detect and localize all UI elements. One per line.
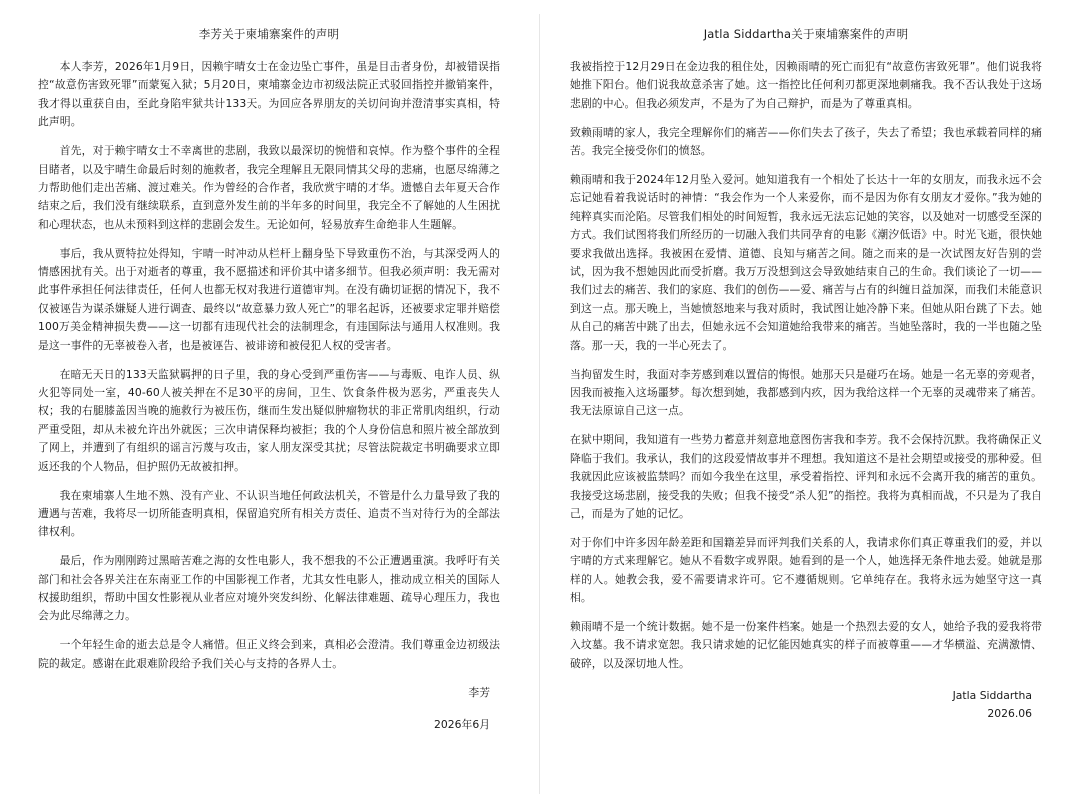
right-statement-title: Jatla Siddartha关于柬埔寨案件的声明 [703, 27, 909, 41]
left-statement-body [38, 58, 500, 673]
right-paragraph: 对于你们中许多因年龄差距和国籍差异而评判我们关系的人，我请求你们真正尊重我们的爱，并以宇晴的方式来理解它。她从不看数字或界限。她看到的是一个人，她选择无条件地去爱。她就是那样的人。她教会我，爱不需要请求许可。它不遵循规则。它单纯存在。我将永远为她坚守这一真相。 [570, 535, 1042, 605]
left-paragraph: 首先，对于赖宇晴女士不幸离世的悲剧，我致以最深切的惋惜和哀悼。作为整个事件的全程目睹者，以及宇晴生命最后时刻的施救者，我完全理解且无限同情其父母的悲痛，也愿尽绵薄之力帮助他们走出苦痛、渡过难关。作为曾经的合作者，我欣赏宇晴的才华。遗憾自去年夏天合作结束之后，我们没有继续联系，直到意外发生前的半年多的时间里，我完全不了解她的人生困扰和心理状态，也从未预料到这样的悲剧会发生。无论如何，轻易放弃生命绝非人生题解。 [38, 144, 500, 231]
right-paragraph: 赖雨晴不是一个统计数据。她不是一份案件档案。她是一个热烈去爱的女人，她给予我的爱我将带入坟墓。我不请求宽恕。我只请求她的记忆能因她真实的样子而被尊重——才华横溢、充满激情、破碎，以及深切地人性。 [570, 619, 1042, 670]
right-statement-page [540, 0, 1080, 810]
left-paragraph: 在暗无天日的133天监狱羁押的日子里，我的身心受到严重伤害——与毒贩、电诈人员、纵火犯等同处一室，40-60人被关押在不足30平的房间，卫生、饮食条件极为恶劣，严重丧失人权；我的右腿膝盖因当晚的施救行为被压伤，继而生发出疑似肿瘤物状的非正常肌肉组织，行动严重受阻，却从未被允许出外就医；三次申请保释均被拒；我的个人身份信息和照片被全部放到了网上，并遭到了有组织的谣言污蔑与攻击，家人朋友深受其扰；尽管法院裁定书明确要求立即返还我的个人物品，但护照仍无故被扣押。 [38, 367, 500, 473]
left-signature: 李芳 [468, 685, 490, 699]
right-statement-body [570, 58, 1042, 673]
left-statement-title: 李芳关于柬埔寨案件的声明 [198, 27, 340, 41]
left-paragraph: 最后，作为刚刚跨过黑暗苦难之海的女性电影人，我不想我的不公正遭遇重演。我呼吁有关部门和社会各界关注在东南亚工作的中国影视工作者，尤其女性电影人，推动成立相关的国际人权援助组织，帮助中国女性影视从业者应对境外突发纠纷、化解法律难题、疏导心理压力，我也会为此尽绵薄之力。 [38, 554, 500, 623]
right-paragraph: 赖雨晴和我于2024年12月坠入爱河。她知道我有一个相处了长达十一年的女朋友，而我永远不会忘记她看着我说话时的神情：“我会作为一个人来爱你，而不是因为你有女朋友才爱你。”我为她的纯粹真实而沦陷。尽管我们相处的时间短暂，我永远无法忘记她的笑容，以及她对一切感受至深的方式。我们试图将我们所经历的一切融入我们共同孕育的电影《潮汐低语》中。时光飞逝，很快她要求我做出选择。我被困在爱情、道德、良知与痛苦之间。随之而来的是一次试图友好告别的尝试，因为我不想她因此而受折磨。我万万没想到这会导致她结束自己的生命。我们谈论了一切——我们过去的痛苦、我们的家庭、我们的创伤——爱、痛苦与占有的纠缠日益加深，而我们未能意识到这一点。那天晚上，当她愤怒地来与我对质时，我试图让她冷静下来。但她从阳台跳了下去。她从自己的痛苦中跳了出去，但她永远不会知道她给我带来的痛苦。当她坠落时，我的一半也随之坠落。那一天，我的一半心死去了。 [570, 173, 1042, 352]
right-signature: Jatla Siddartha [952, 689, 1032, 703]
right-paragraph: 在狱中期间，我知道有一些势力蓄意并刻意地意图伤害我和李芳。我不会保持沉默。我将确保正义降临于我们。我承认，我们的这段爱情故事并不理想。我知道这不是社会期望或接受的那种爱。但我就因此应该被监禁吗？而如今我坐在这里，承受着指控、评判和永远不会离开我的痛苦的重负。我接受这场悲剧，接受我的失败；但我不接受“杀人犯”的指控。我将为真相而战，不只是为了我自己，而是为了她的记忆。 [570, 433, 1042, 520]
right-paragraph: 致赖雨晴的家人，我完全理解你们的痛苦——你们失去了孩子，失去了希望；我也承载着同样的痛苦。我完全接受你们的愤怒。 [570, 125, 1042, 158]
left-paragraph: 本人李芳，2026年1月9日，因赖宇晴女士在金边坠亡事件，虽是目击者身份，却被错误指控“故意伤害致死罪”而蒙冤入狱；5月20日，柬埔寨金边市初级法院正式驳回指控并撤销案件，我才得以重获自由，至此身陷牢狱共计133天。为回应各界朋友的关切问询并澄清事实真相，特此声明。 [38, 60, 500, 129]
right-date: 2026.06 [987, 707, 1032, 721]
left-paragraph: 一个年轻生命的逝去总是令人痛惜。但正义终会到来，真相必会澄清。我们尊重金边初级法院的裁定。感谢在此艰难阶段给予我们关心与支持的各界人士。 [38, 638, 500, 670]
left-paragraph: 事后，我从贾特拉处得知，宇晴一时冲动从栏杆上翻身坠下导致重伤不治，与其深受两人的情感困扰有关。出于对逝者的尊重，我不愿描述和评价其中诸多细节。但我必须声明：我无需对此事件承担任何法律责任，任何人也都无权对我进行道德审判。在没有确切证据的情况下，我不仅被诬告为谋杀嫌疑人进行调查、最终以“故意暴力致人死亡”的罪名起诉，还被要求定罪并赔偿100万美金精神损失费——这一切都有违现代社会的法制理念，有违国际法与通用人权准则。我是这一事件的无辜被卷入者，也是被诬告、被诽谤和被侵犯人权的受害者。 [38, 246, 500, 352]
right-paragraph: 当拘留发生时，我面对李芳感到难以置信的悔恨。她那天只是碰巧在场。她是一名无辜的旁观者，因我而被拖入这场噩梦。每次想到她，我都感到内疚，因为我给这样一个无辜的灵魂带来了痛苦。我无法原谅自己这一点。 [570, 367, 1042, 418]
left-date: 2026年6月 [434, 717, 490, 731]
left-paragraph: 我在柬埔寨人生地不熟、没有产业、不认识当地任何政法机关，不管是什么力量导致了我的遭遇与苦难，我将尽一切所能查明真相，保留追究所有相关方责任、追责不当对待行为的全部法律权利。 [38, 488, 500, 539]
right-paragraph: 我被指控于12月29日在金边我的租住处，因赖雨晴的死亡而犯有“故意伤害致死罪”。他们说我将她推下阳台。他们说我故意杀害了她。这一指控比任何利刃都更深地刺痛我。我不否认我处于这场悲剧的中心。但我必须发声，不是为了为自己辩护，而是为了尊重真相。 [570, 60, 1042, 110]
